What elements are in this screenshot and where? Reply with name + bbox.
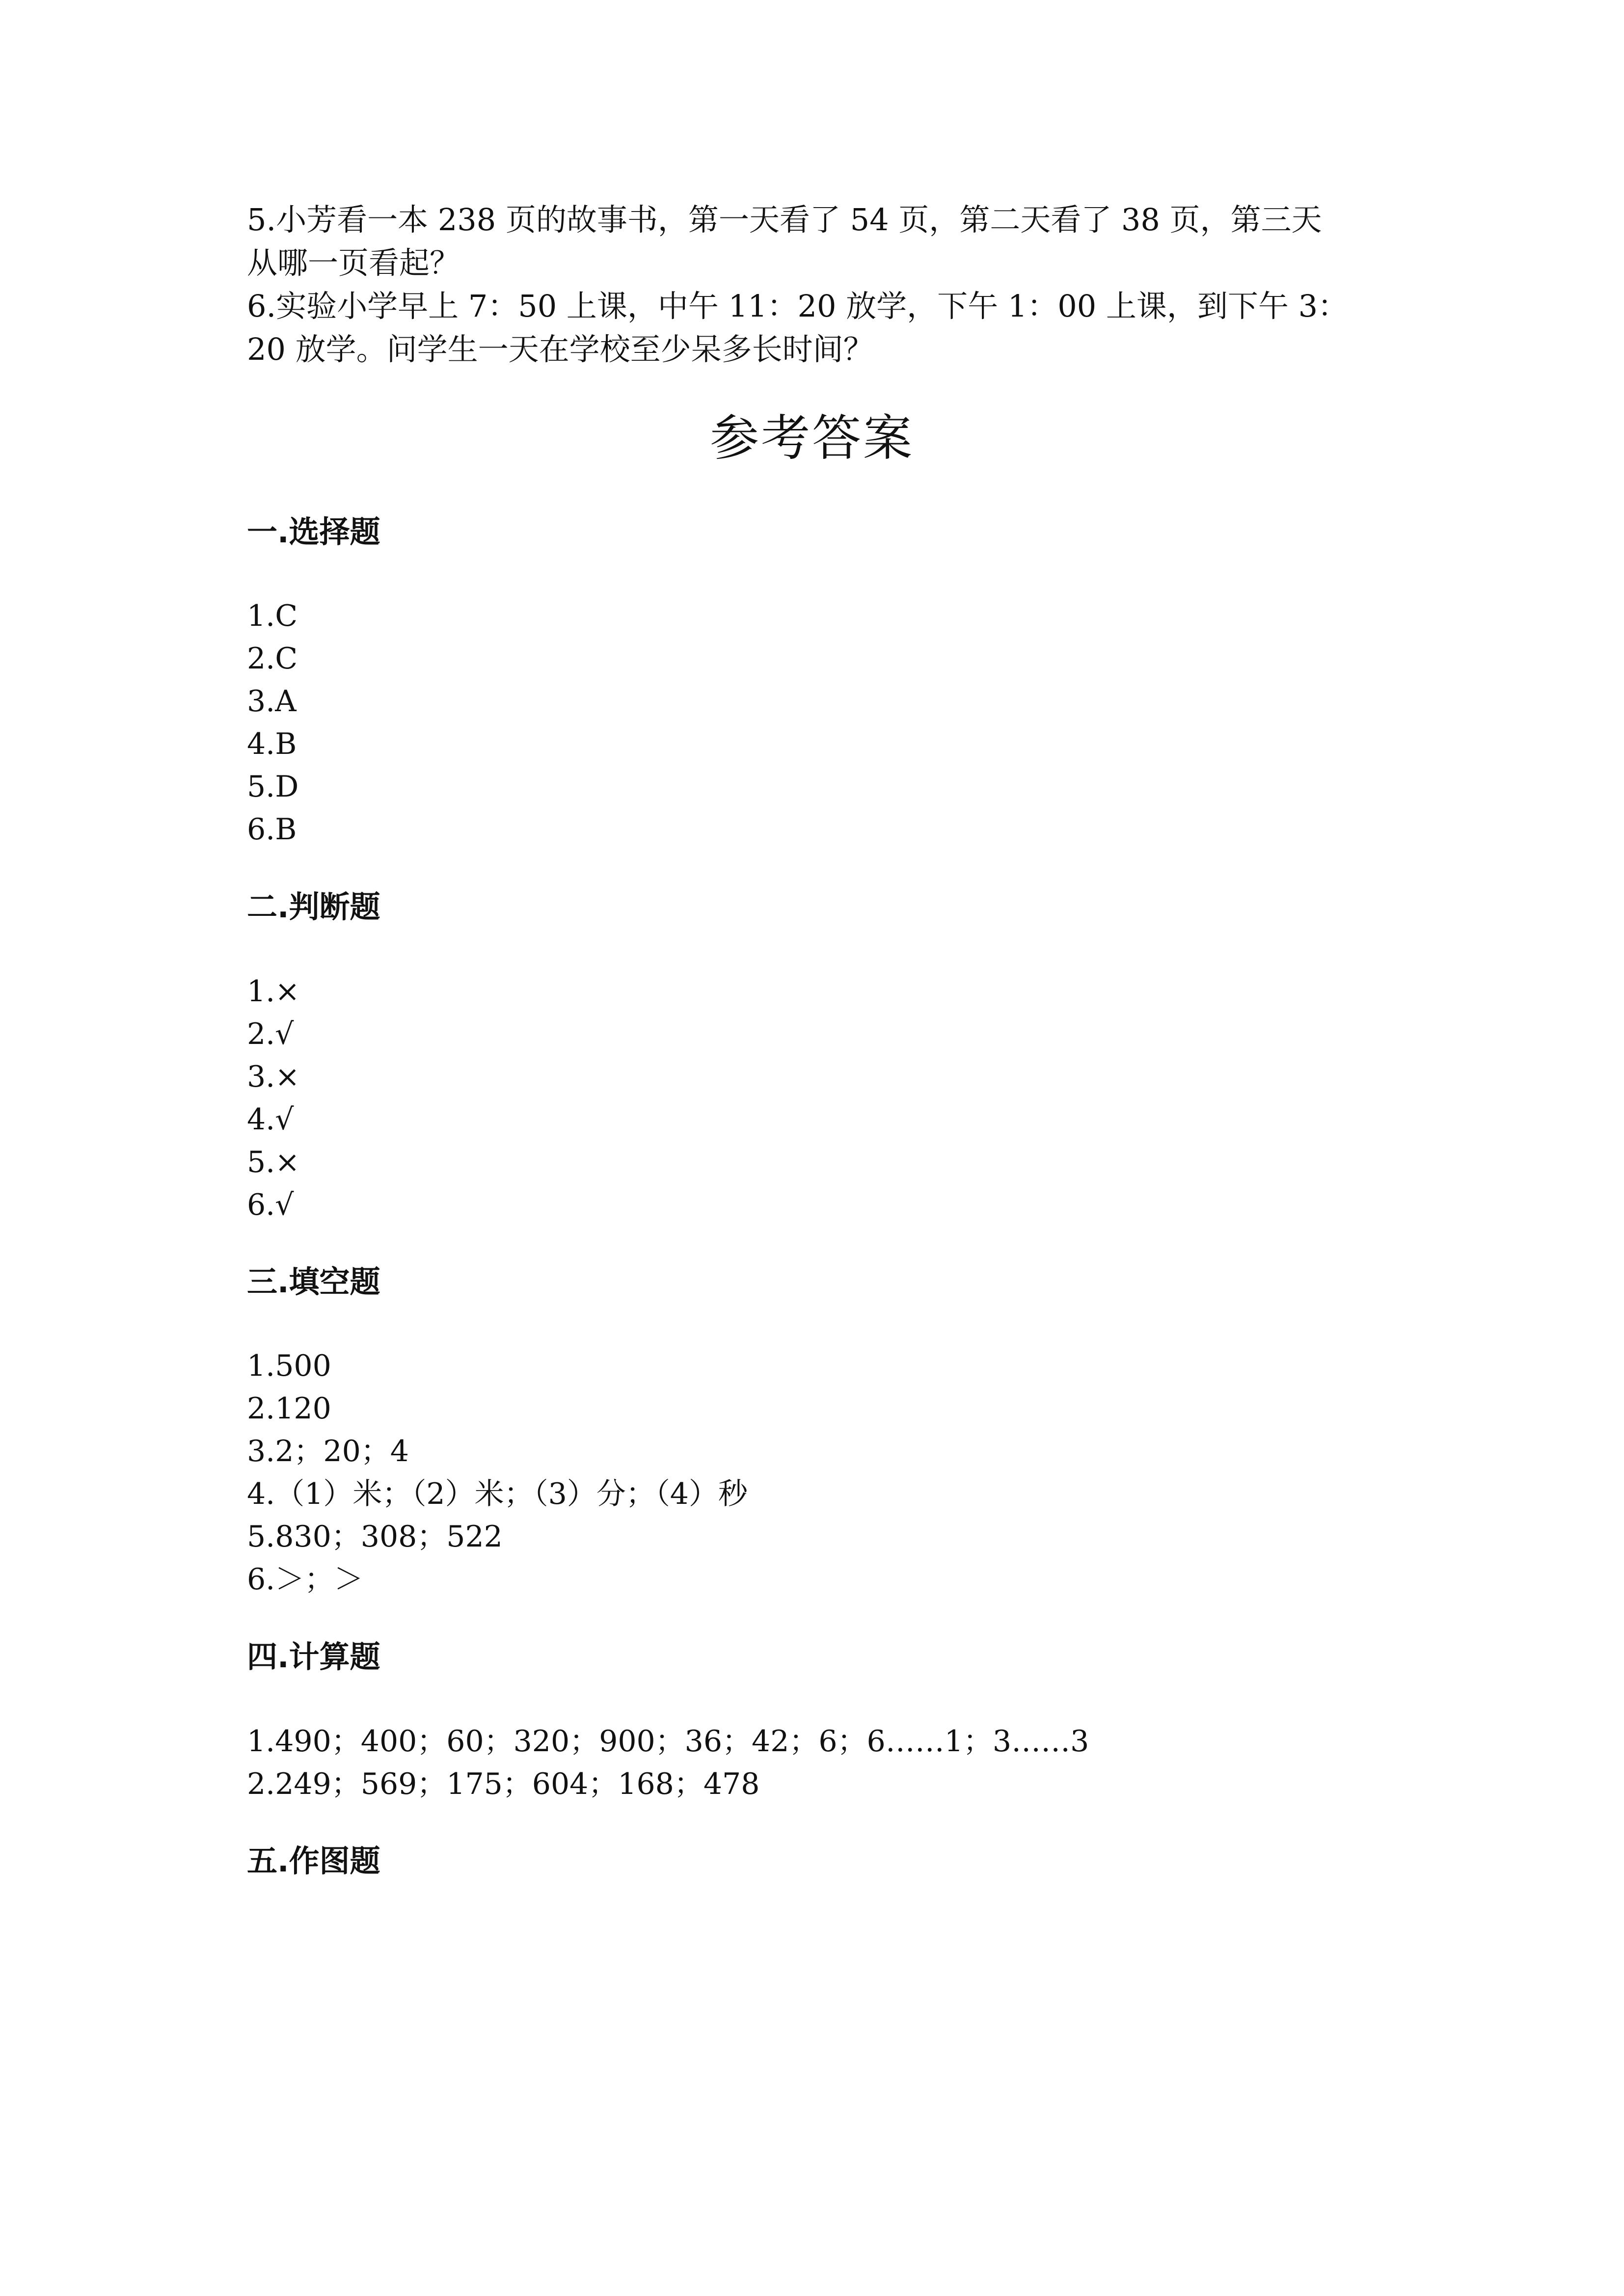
problem-line: 5.小芳看一本 238 页的故事书，第一天看了 54 页，第二天看了 38 页，第三天 (247, 202, 1322, 238)
answer-item: 1.500 (247, 1349, 331, 1383)
answer-list-fill-in (247, 1345, 748, 1601)
answer-item: 2.√ (247, 1017, 294, 1051)
section-heading-fill-in: 三.填空题 (247, 1264, 380, 1300)
answer-item: 6.B (247, 812, 297, 847)
answer-item: 4.B (247, 727, 297, 761)
answer-item: 2.C (247, 641, 298, 676)
answer-key-title: 参考答案 (710, 409, 914, 467)
problem-line: 20 放学。问学生一天在学校至少呆多长时间？ (247, 331, 874, 367)
problem-line: 6.实验小学早上 7：50 上课，中午 11：20 放学，下午 1：00 上课，到下午 3： (247, 288, 1349, 324)
answer-list-calculation (247, 1720, 1089, 1806)
answer-item: 3.A (247, 684, 297, 719)
section-heading-drawing: 五.作图题 (247, 1843, 380, 1879)
section-heading-judgement: 二.判断题 (247, 889, 380, 925)
answer-list-judgement (247, 970, 300, 1227)
answer-item: 3.2；20；4 (247, 1434, 409, 1468)
answer-item: 6.＞；＞ (247, 1562, 364, 1597)
answer-item: 4.（1）米；（2）米；（3）分；（4）秒 (247, 1477, 748, 1511)
answer-item: 5.830；308；522 (247, 1520, 503, 1554)
answer-item: 5.× (247, 1145, 300, 1179)
answer-item: 2.249；569；175；604；168；478 (247, 1767, 760, 1801)
answer-item: 1.C (247, 599, 298, 633)
answer-item: 2.120 (247, 1391, 331, 1426)
word-problem-6 (247, 285, 1376, 371)
answer-item: 1.490；400；60；320；900；36；42；6；6……1；3……3 (247, 1724, 1089, 1759)
section-heading-calculation: 四.计算题 (247, 1639, 380, 1675)
section-heading-choice: 一.选择题 (247, 514, 380, 550)
answer-item: 1.× (247, 974, 300, 1009)
word-problem-5 (247, 198, 1376, 285)
answer-item: 4.√ (247, 1102, 294, 1137)
answer-item: 5.D (247, 770, 299, 804)
answer-list-choice (247, 595, 298, 851)
answer-item: 3.× (247, 1060, 300, 1094)
answer-item: 6.√ (247, 1188, 294, 1222)
problem-line: 从哪一页看起？ (247, 245, 460, 281)
